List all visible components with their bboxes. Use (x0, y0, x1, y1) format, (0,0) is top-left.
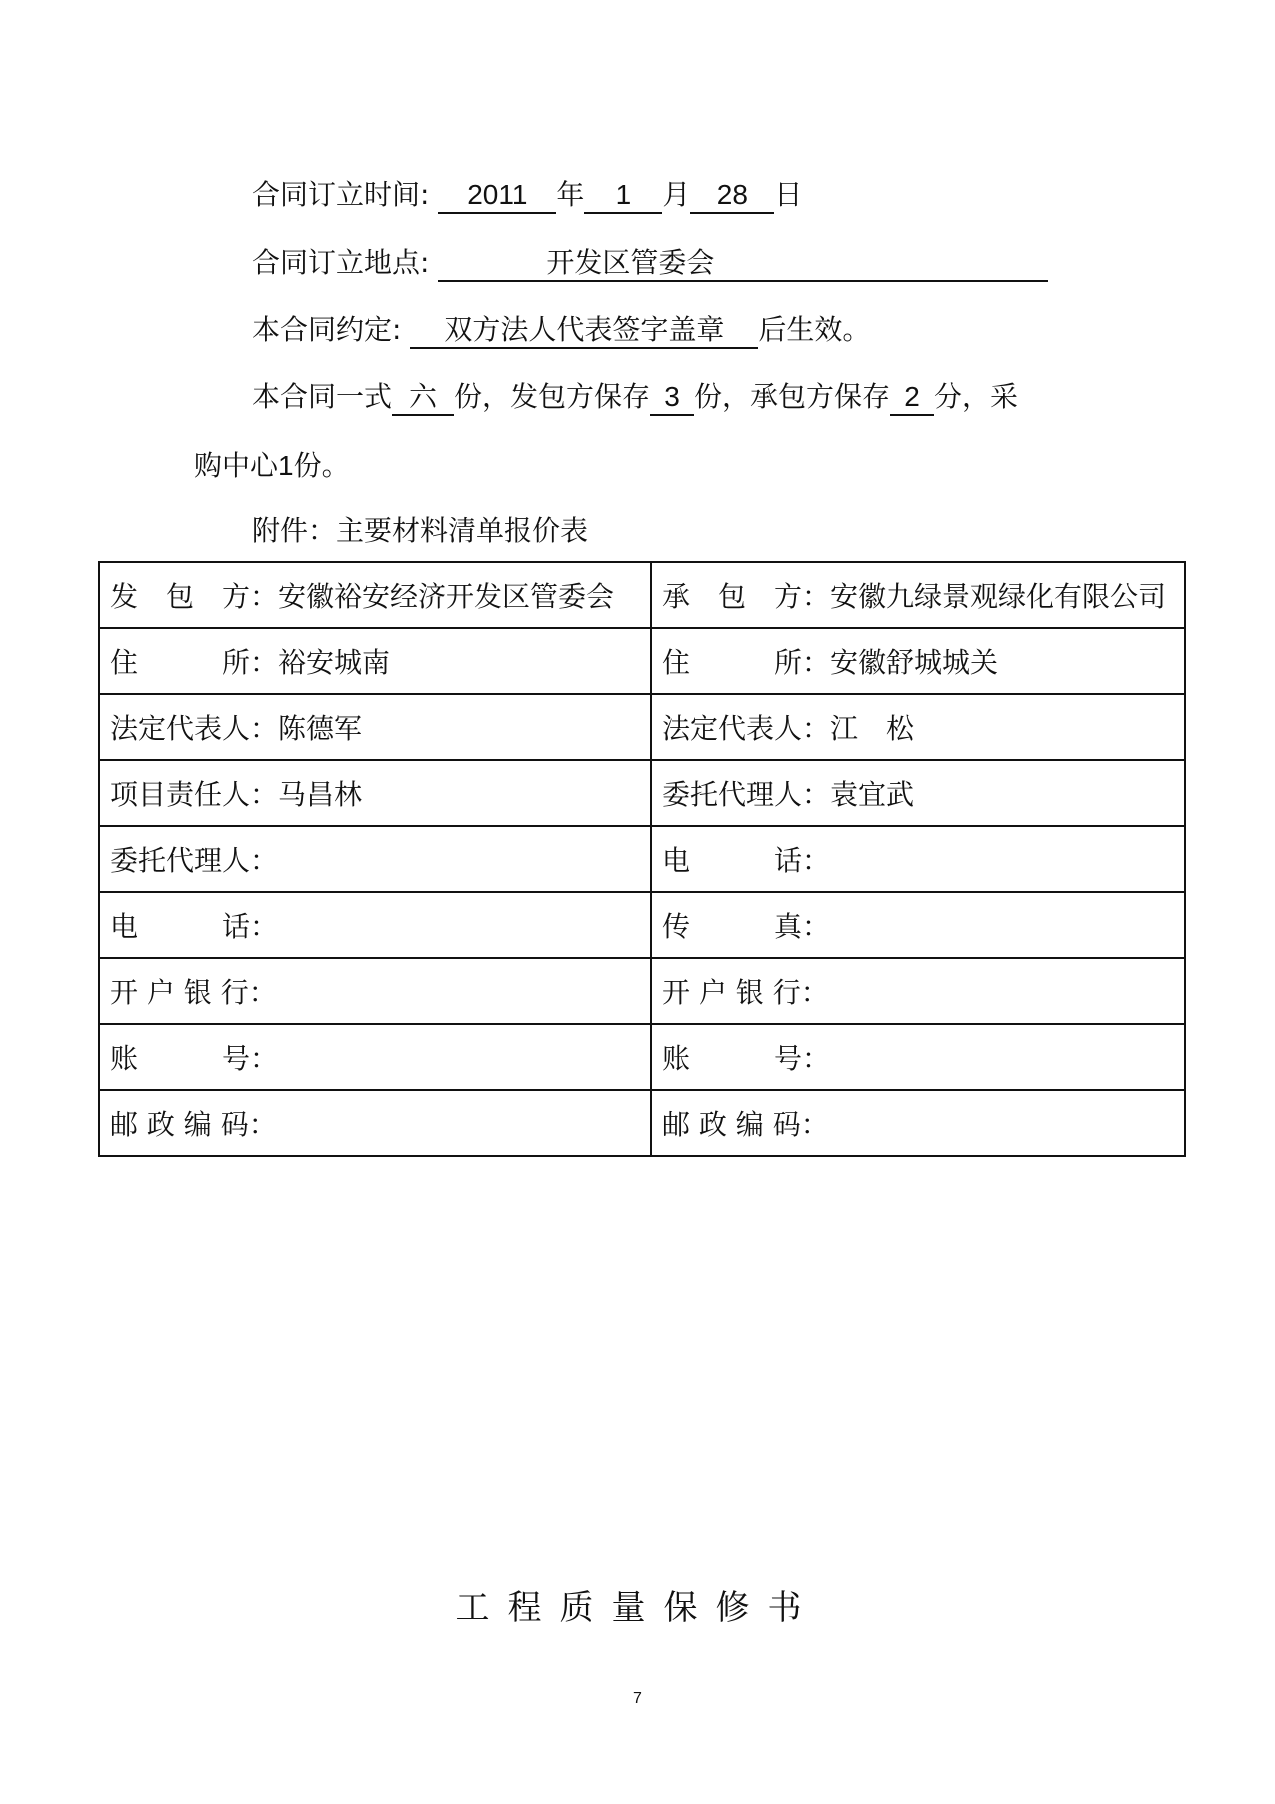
employer-cell: 住 所：裕安城南 (99, 628, 651, 694)
employer-cell: 电 话： (99, 892, 651, 958)
employer-cell: 开 户 银 行： (99, 958, 651, 1024)
table-row (99, 562, 1185, 628)
contract-date-label: 合同订立时间: (252, 178, 430, 211)
parties-table (98, 561, 1186, 1157)
copies-mid3: 分，采 (934, 380, 1019, 413)
contractor-cell: 邮 政 编 码： (651, 1090, 1185, 1156)
copies-line2: 购中心 (194, 449, 279, 482)
table-row (99, 694, 1185, 760)
contract-day: 28 (690, 178, 774, 214)
contractor-cell: 电 话： (651, 826, 1185, 892)
contract-copies-line (252, 377, 1018, 417)
contract-month: 1 (584, 178, 662, 214)
attachment-text: 附件：主要材料清单报价表 (252, 514, 589, 547)
contractor-cell: 承 包 方：安徽九绿景观绿化有限公司 (651, 562, 1185, 628)
table-row (99, 1024, 1185, 1090)
employer-cell: 法定代表人：陈德军 (99, 694, 651, 760)
contract-copies-line-2 (194, 446, 350, 486)
contract-agreement-label: 本合同约定: (252, 313, 402, 346)
employer-cell: 邮 政 编 码： (99, 1090, 651, 1156)
contract-agreement-value: 双方法人代表签字盖章 (410, 313, 758, 349)
copies-prefix: 本合同一式 (252, 380, 393, 413)
table-row (99, 628, 1185, 694)
month-unit: 月 (662, 178, 691, 211)
contract-place-label: 合同订立地点: (252, 246, 430, 279)
contractor-cell: 委托代理人：袁宜武 (651, 760, 1185, 826)
contract-place-value: 开发区管委会 (438, 246, 1048, 282)
contract-year: 2011 (438, 178, 556, 214)
contract-agreement-suffix: 后生效。 (758, 313, 871, 346)
copies-total: 六 (392, 380, 454, 416)
contractor-cell: 开 户 银 行： (651, 958, 1185, 1024)
table-row (99, 1090, 1185, 1156)
employer-cell: 项目责任人：马昌林 (99, 760, 651, 826)
contractor-cell: 法定代表人：江 松 (651, 694, 1185, 760)
day-unit: 日 (774, 178, 803, 211)
copies-end: 份。 (293, 449, 350, 482)
document-title: 工程质量保修书 (455, 1588, 820, 1628)
employer-cell: 账 号： (99, 1024, 651, 1090)
contract-agreement-line (252, 310, 870, 350)
contractor-cell: 账 号： (651, 1024, 1185, 1090)
attachment-line (252, 511, 588, 551)
year-unit: 年 (556, 178, 585, 211)
table-row (99, 826, 1185, 892)
employer-cell: 发 包 方：安徽裕安经济开发区管委会 (99, 562, 651, 628)
page-number: 7 (633, 1690, 642, 1707)
contractor-cell: 住 所：安徽舒城城关 (651, 628, 1185, 694)
contract-place-line (252, 243, 1048, 283)
contract-date-line (252, 175, 802, 215)
copies-center: 1 (278, 450, 294, 481)
copies-mid2: 份，承包方保存 (694, 380, 891, 413)
copies-employer: 3 (650, 380, 694, 416)
copies-contractor: 2 (890, 380, 934, 416)
table-row (99, 892, 1185, 958)
employer-cell: 委托代理人： (99, 826, 651, 892)
table-row (99, 760, 1185, 826)
copies-mid1: 份，发包方保存 (454, 380, 651, 413)
contractor-cell: 传 真： (651, 892, 1185, 958)
table-row (99, 958, 1185, 1024)
